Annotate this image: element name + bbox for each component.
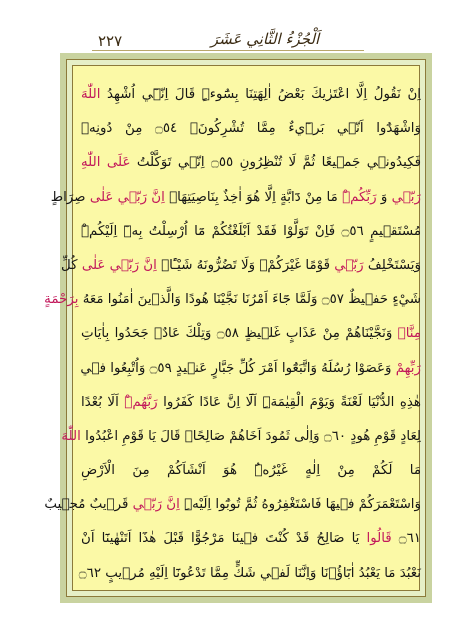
divine-name-text: رَبّ۪ي bbox=[334, 257, 364, 273]
verse-text: نَعْبُدَ مَا يَعْبُدُ اٰبَٓاؤُ۬نَا وَاِنَّنَا لَف۪ي شَكٍّ مِمَّا تَدْعُونَٓا اِلَيْهِ مُر۪يبٍ ۝٦٢ bbox=[78, 565, 421, 581]
verse-line bbox=[81, 146, 421, 180]
page-number: ٢٢٧ bbox=[98, 32, 123, 50]
verse-text: شَيْءٍ حَف۪يظٌ ۝٥٧ وَلَمَّا جَٓاءَ اَمْرُنَا نَجَّيْنَا هُودًا وَالَّذ۪ينَ اٰمَنُوا مَعَهُ bbox=[78, 292, 421, 308]
divine-name-text: رَبِّكُمْۜ bbox=[342, 189, 377, 205]
verse-line bbox=[61, 249, 421, 283]
verse-line bbox=[78, 557, 421, 591]
verse-line bbox=[50, 181, 421, 215]
verse-text: وَيَسْتَخْلِفُ bbox=[363, 257, 421, 273]
divine-name-text: بِرَحْمَةٍ bbox=[44, 292, 79, 308]
text-panel bbox=[44, 65, 421, 591]
divine-name-text: اللّٰهَ bbox=[61, 428, 81, 444]
verse-text: اِنْ نَقُولُ اِلَّا اعْتَرٰيكَ بَعْضُ اٰلِهَتِنَا بِسُٓوءٍۜ قَالَ اِنّ۪ٓي اُشْهِدُ bbox=[100, 87, 421, 102]
verse-line bbox=[81, 386, 421, 420]
verse-text: كُلِّ bbox=[61, 257, 82, 273]
divine-name-text: رَبَّهُمْۜ bbox=[124, 394, 158, 410]
divine-name-text: اِنَّ رَبّ۪ي عَلٰى bbox=[81, 257, 157, 273]
verse-line bbox=[81, 78, 421, 112]
verse-line bbox=[81, 352, 421, 386]
divine-name-text: عَلَى اللّٰهِ bbox=[81, 155, 131, 171]
verse-text: ۝٦١ bbox=[391, 531, 421, 547]
verse-text: هٰذِهِ الدُّنْيَا لَعْنَةً وَيَوْمَ الْقِيٰمَةِۜ اَلَٓا اِنَّ عَادًا كَفَرُوا bbox=[157, 394, 421, 410]
header-divider bbox=[92, 50, 364, 51]
divine-name-text: قَالُوا bbox=[366, 531, 392, 547]
verse-line bbox=[81, 454, 421, 488]
verse-text: وَاشْهَدُٓوا اَنّ۪ي بَر۪ٓيءٌ مِمَّا تُشْرِكُونَۙ ۝٥٤ مِنْ دُونِه۪ bbox=[81, 121, 421, 137]
verse-line bbox=[61, 420, 421, 454]
verse-line bbox=[44, 283, 421, 317]
verse-text: وَنَجَّيْنَاهُمْ مِنْ عَذَابٍ غَل۪يظٍ ۝٥٨ وَتِلْكَ عَادٌۗ جَحَدُوا بِاٰيَاتِ bbox=[81, 326, 398, 342]
verse-text: مُسْتَق۪يمٍ ۝٥٦ فَاِنْ تَوَلَّوْا فَقَدْ اَبْلَغْتُكُمْ مَٓا اُرْسِلْتُ بِه۪ٓ اِلَيْكُمْۜ bbox=[81, 223, 421, 239]
verse-line bbox=[81, 112, 421, 146]
juz-title: اَلْجُزْءُ الثَّانِي عَشَرَ bbox=[210, 30, 320, 48]
frame-border bbox=[44, 59, 426, 597]
page-header bbox=[0, 30, 450, 54]
verse-text: لِعَادٍ قَوْمِ هُودٍ ۝٦٠ وَاِلٰى ثَمُودَ اَخَاهُمْ صَالِحًاۢ قَالَ يَا قَوْمِ اعْبُدُوا bbox=[80, 428, 421, 444]
verse-lines bbox=[44, 78, 421, 591]
verse-text: وَ bbox=[376, 189, 392, 205]
divine-name-text: مِنَّاۚ bbox=[397, 326, 421, 342]
page-frame bbox=[44, 53, 432, 603]
verse-text: صِرَاطٍ bbox=[50, 189, 90, 205]
verse-line bbox=[44, 488, 421, 522]
divine-name-text: اِنَّ رَبّ۪ي عَلٰى bbox=[89, 189, 165, 205]
verse-text: مَا مِنْ دَٓابَّةٍ اِلَّا هُوَ اٰخِذٌ بِنَاصِيَتِهَاۜ bbox=[164, 189, 343, 205]
verse-text: اَلَا بُعْدًا bbox=[81, 394, 125, 410]
divine-name-text: اِنَّ رَبّ۪ي bbox=[132, 497, 180, 513]
verse-text: مَا لَكُمْ مِنْ اِلٰهٍ غَيْرُهُۜ هُوَ اَنْشَاَكُمْ مِنَ الْاَرْضِ bbox=[81, 463, 421, 479]
verse-line bbox=[81, 522, 421, 556]
verse-text: قَر۪يبٌ مُج۪يبٌ bbox=[44, 497, 133, 513]
verse-text: وَاسْتَعْمَرَكُمْ ف۪يهَا فَاسْتَغْفِرُوهُ ثُمَّ تُوبُٓوا اِلَيْهِۜ bbox=[179, 497, 421, 513]
verse-line bbox=[81, 317, 421, 351]
divine-name-text: اللّٰهَ bbox=[81, 87, 101, 102]
verse-text: يَا صَالِحُ قَدْ كُنْتَ ف۪ينَا مَرْجُوًّا قَبْلَ هٰذَٓا اَتَنْهٰينَٓا اَنْ bbox=[81, 531, 367, 547]
divine-name-text: رَبّ۪ي bbox=[391, 189, 421, 205]
verse-text: قَوْمًا غَيْرَكُمْۚ وَلَا تَضُرُّونَهُ شَيْـًٔاۜ bbox=[156, 257, 335, 273]
verse-text: فَكِيدُون۪ي جَم۪يعًا ثُمَّ لَا تُنْظِرُونِ ۝٥٥ اِنّ۪ي تَوَكَّلْتُ bbox=[130, 155, 421, 171]
verse-text: وَعَصَوْا رُسُلَهُ وَاتَّبَعُٓوا اَمْرَ كُلِّ جَبَّارٍ عَن۪يدٍ ۝٥٩ وَاُتْبِعُوا ف۪ي bbox=[80, 360, 396, 376]
divine-name-text: رَبِّهِمْ bbox=[395, 360, 421, 376]
verse-line bbox=[81, 215, 421, 249]
